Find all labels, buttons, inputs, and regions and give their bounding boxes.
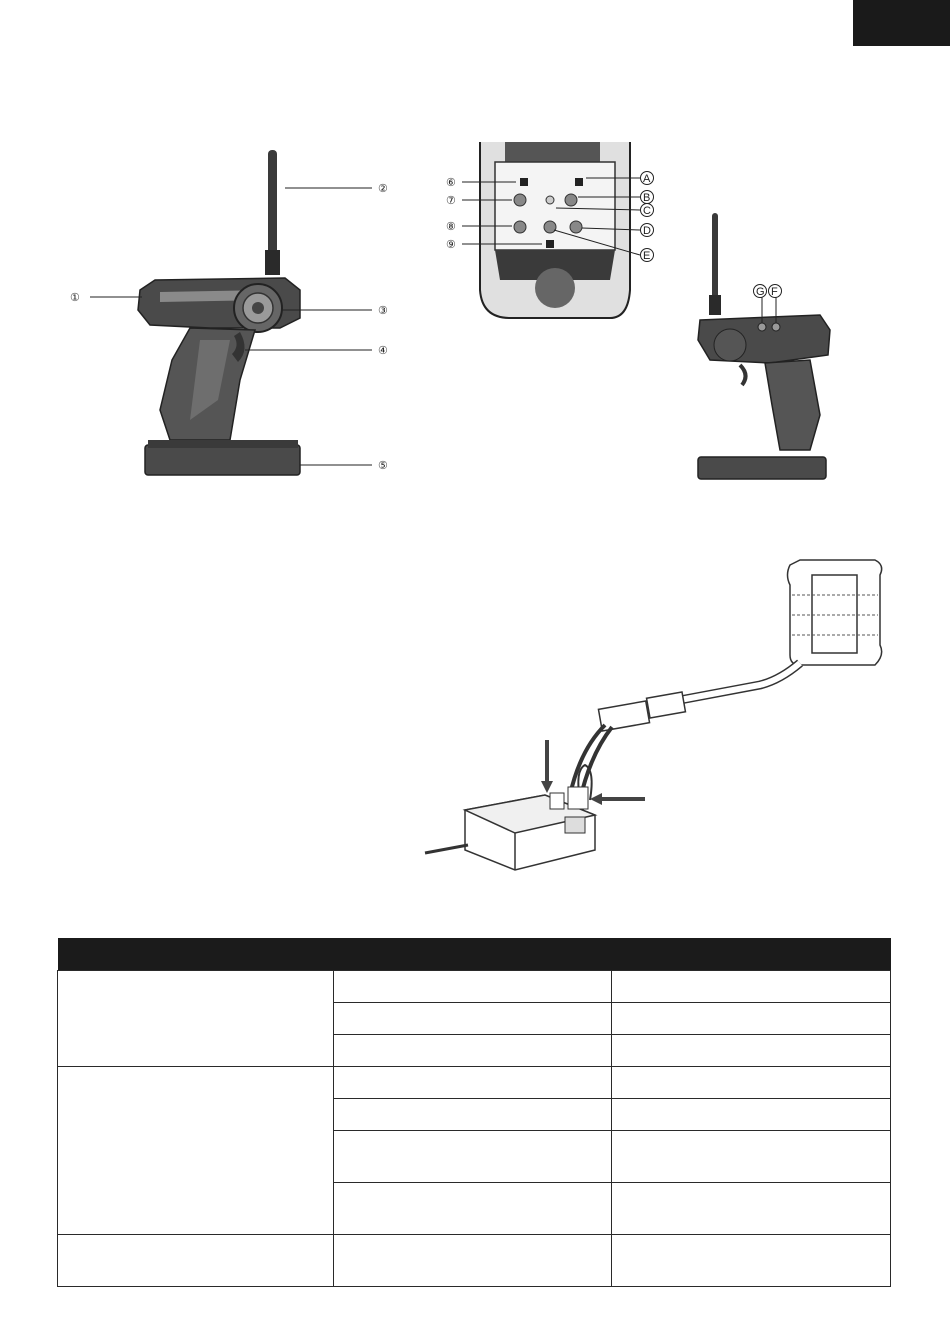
table-cell: [333, 1131, 612, 1183]
callout-2: ②: [378, 183, 388, 195]
arrow-icon: [541, 781, 553, 793]
table-cell: [612, 1067, 891, 1099]
table-cell: [612, 1099, 891, 1131]
transmitter-side-illustration: [690, 205, 840, 485]
callout-6: ⑥: [446, 177, 456, 189]
table-cell-group: [58, 1235, 334, 1287]
arrow-icon: [590, 793, 602, 805]
table-header-cell: [58, 938, 334, 971]
callout-9: ⑨: [446, 239, 456, 251]
table-cell: [333, 1235, 612, 1287]
table-header: [58, 938, 891, 971]
callout-8: ⑧: [446, 221, 456, 233]
callout-7: ⑦: [446, 195, 456, 207]
callout-c: C: [643, 205, 651, 217]
table-cell-group: [58, 1067, 334, 1235]
callout-3: ③: [378, 305, 388, 317]
table-cell: [612, 1131, 891, 1183]
callout-5: ⑤: [378, 460, 388, 472]
table-header-cell: [612, 938, 891, 971]
transmitter-illustration: [60, 140, 410, 490]
receiver-battery-illustration: [420, 555, 890, 885]
table-cell-group: [58, 971, 334, 1067]
table-cell: [612, 1235, 891, 1287]
table-cell: [612, 1183, 891, 1235]
table-row: [58, 1067, 891, 1099]
callout-e: E: [643, 250, 651, 262]
callout-1: ①: [70, 292, 80, 304]
table-cell: [333, 1067, 612, 1099]
table-cell: [612, 971, 891, 1003]
data-table: [57, 938, 891, 1287]
table-row: [58, 971, 891, 1003]
callout-d: D: [643, 225, 651, 237]
table-cell: [333, 1035, 612, 1067]
table-header-cell: [333, 938, 612, 971]
table-cell: [612, 1003, 891, 1035]
callout-b: B: [643, 192, 651, 204]
callout-g: G: [756, 286, 765, 298]
table-cell: [333, 1003, 612, 1035]
callout-4: ④: [378, 345, 388, 357]
language-tab: [853, 0, 950, 46]
button-panel-illustration: [440, 140, 670, 325]
table-cell: [612, 1035, 891, 1067]
table-cell: [333, 1183, 612, 1235]
callout-f: F: [771, 286, 778, 298]
callout-a: A: [643, 173, 651, 185]
table-cell: [333, 971, 612, 1003]
table-cell: [333, 1099, 612, 1131]
table-row: [58, 1235, 891, 1287]
